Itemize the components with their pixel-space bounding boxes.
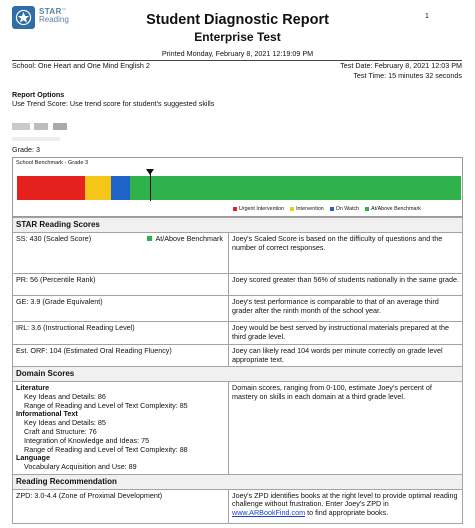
arbookfind-link[interactable]: www.ARBookFind.com <box>232 508 306 518</box>
instructional-reading-level-explanation: Joey would be best served by instructional materials prepared at the third grade level. <box>229 321 463 344</box>
domain-scores-explanation: Domain scores, ranging from 0-100, estimate Joey's percent of mastery on skills in each domain at a third grade level. <box>229 382 463 475</box>
report-options-text: Use Trend Score: Use trend score for student's suggested skills <box>12 99 215 108</box>
benchmark-label: School Benchmark - Grade 3 <box>16 160 89 166</box>
urgent-intervention-segment <box>17 176 85 200</box>
table-row <box>13 489 463 523</box>
printed-date: Printed Monday, February 8, 2021 12:19:09 PM <box>161 49 314 58</box>
oral-reading-fluency-explanation: Joey can likely read 104 words per minute correctly on grade level appropriate text. <box>229 344 463 367</box>
student-grade: Grade: 3 <box>12 145 40 154</box>
green-swatch-icon <box>365 207 369 211</box>
table-row <box>13 273 463 295</box>
domain-heading: Domain Scores <box>13 367 463 382</box>
logo-wordmark: STAR™ Reading <box>39 7 69 25</box>
benchmark-legend <box>233 206 421 212</box>
test-date: Test Date: February 8, 2021 12:03 PM <box>340 61 462 70</box>
grade-equivalent-explanation: Joey's test performance is comparable to that of an average third grader after the ninth month of the school year. <box>229 295 463 321</box>
oral-reading-fluency: Est. ORF: 104 (Estimated Oral Reading Fluency) <box>13 344 229 367</box>
student-name-redacted <box>34 123 48 130</box>
table-row <box>13 344 463 367</box>
recommendation-heading: Reading Recommendation <box>13 474 463 489</box>
scaled-score: SS: 430 (Scaled Score) <box>16 233 92 243</box>
legend-item: On Watch <box>330 206 359 212</box>
intervention-segment <box>85 176 111 200</box>
green-square-icon <box>147 236 152 241</box>
report-subtitle: Enterprise Test <box>194 30 281 44</box>
report-options-title: Report Options <box>12 90 65 99</box>
table-row <box>13 232 463 273</box>
legend-item: Urgent Intervention <box>233 206 284 212</box>
report-title: Student Diagnostic Report <box>146 12 329 28</box>
zpd-explanation: Joey's ZPD identifies books at the right level to provide optimal reading challenge without frustration. Enter Joey's ZPD in www.ARBookFind.com to find appropriate books. <box>229 489 463 523</box>
table-row <box>13 382 463 475</box>
grade-equivalent: GE: 3.9 (Grade Equivalent) <box>13 295 229 321</box>
school-name: School: One Heart and One Mind English 2 <box>12 61 150 70</box>
percentile-rank-explanation: Joey scored greater than 56% of students nationally in the same grade. <box>229 273 463 295</box>
student-name-redacted <box>12 123 30 130</box>
benchmark-status-badge: At/Above Benchmark <box>147 235 223 244</box>
table-row <box>13 321 463 344</box>
yellow-swatch-icon <box>290 207 294 211</box>
legend-item: Intervention <box>290 206 324 212</box>
percentile-rank: PR: 56 (Percentile Rank) <box>13 273 229 295</box>
domain-scores-list: Literature Key Ideas and Details: 86 Range of Reading and Level of Text Complexity: 85 Informational Text Key Ideas and Details: 85 Craft and Structure: 76 Integration of Knowledge and Ideas: 75 Range of Reading and Level of Text Complexity: 88 Language Vocabulary Acquisition and Use: 89 <box>13 382 229 475</box>
marker-triangle-icon <box>146 169 154 175</box>
blue-swatch-icon <box>330 207 334 211</box>
test-time: Test Time: 15 minutes 32 seconds <box>353 71 462 80</box>
zpd-range: ZPD: 3.0-4.4 (Zone of Proximal Development) <box>13 489 229 523</box>
instructional-reading-level: IRL: 3.6 (Instructional Reading Level) <box>13 321 229 344</box>
benchmark-bar <box>17 176 461 200</box>
page-number: 1 <box>425 13 429 20</box>
student-id-redacted <box>12 137 60 141</box>
on-watch-segment <box>111 176 130 200</box>
student-name-redacted <box>53 123 67 130</box>
above-benchmark-segment <box>130 176 461 200</box>
red-swatch-icon <box>233 207 237 211</box>
table-row <box>13 295 463 321</box>
scaled-score-explanation: Joey's Scaled Score is based on the difficulty of questions and the number of correct responses. <box>229 232 463 273</box>
scores-table <box>12 217 463 524</box>
scores-heading: STAR Reading Scores <box>13 218 463 233</box>
legend-item: At/Above Benchmark <box>365 206 421 212</box>
